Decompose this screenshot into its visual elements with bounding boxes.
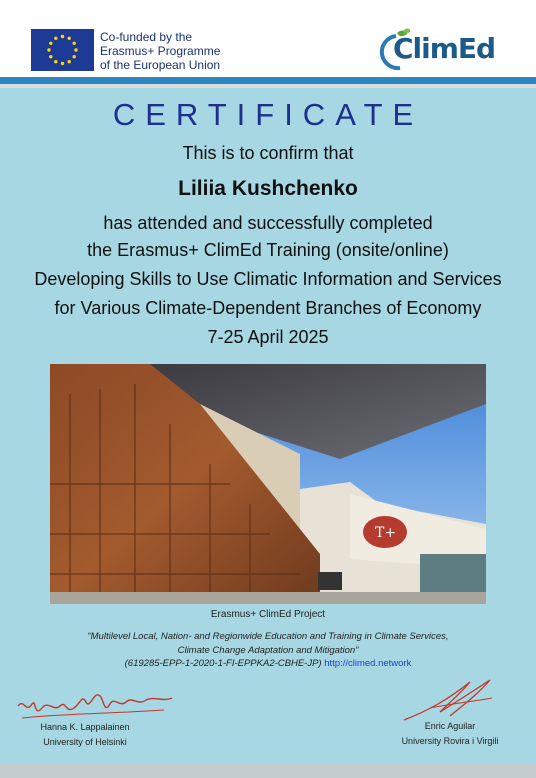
signatory-affiliation: University Rovira i Virgili — [401, 736, 499, 746]
campus-building-photo — [50, 364, 486, 604]
certificate-title: CERTIFICATE — [112, 97, 424, 132]
header — [0, 0, 536, 80]
footer-stripe — [0, 764, 536, 778]
intro-text: This is to confirm that — [182, 143, 354, 163]
logo-wordmark: ClimEd — [393, 32, 496, 65]
training-name: the Erasmus+ ClimEd Training (onsite/online) — [87, 240, 449, 260]
eu-text-line: of the European Union — [100, 58, 221, 72]
header-stripe — [0, 77, 536, 84]
course-title-line-1: Developing Skills to Use Climatic Information and Services — [34, 269, 502, 289]
eu-flag-icon — [31, 29, 94, 71]
completion-text: has attended and successfully completed — [103, 213, 433, 233]
project-caption: Erasmus+ ClimEd Project — [210, 609, 326, 620]
climed-logo-text — [393, 32, 495, 65]
project-title-line-2: Climate Change Adaptation and Mitigation” — [177, 645, 359, 656]
course-title-line-2: for Various Climate-Dependent Branches of Economy — [54, 298, 482, 318]
eu-funding-text — [100, 30, 220, 72]
svg-text:T+: T+ — [375, 525, 397, 541]
eu-text-line: Erasmus+ Programme — [100, 44, 221, 58]
project-link[interactable]: http://climed.network — [324, 658, 412, 669]
signature-left-icon — [14, 684, 174, 724]
signatory-name: Enric Aguilar — [424, 721, 476, 731]
project-code: (619285-EPP-1-2020-1-FI-EPPKA2-CBHE-JP) — [124, 658, 322, 669]
eu-text-line: Co-funded by the — [100, 30, 193, 44]
signatory-name: Hanna K. Lappalainen — [40, 722, 130, 732]
training-dates: 7-25 April 2025 — [207, 327, 329, 347]
signatory-affiliation: University of Helsinki — [43, 737, 127, 747]
project-reference — [0, 658, 536, 669]
project-title-line-1: “Multilevel Local, Nation- and Regionwide Education and Training in Climate Services, — [87, 631, 449, 642]
recipient-name: Liliia Kushchenko — [178, 177, 358, 200]
signature-right-icon — [400, 674, 496, 724]
